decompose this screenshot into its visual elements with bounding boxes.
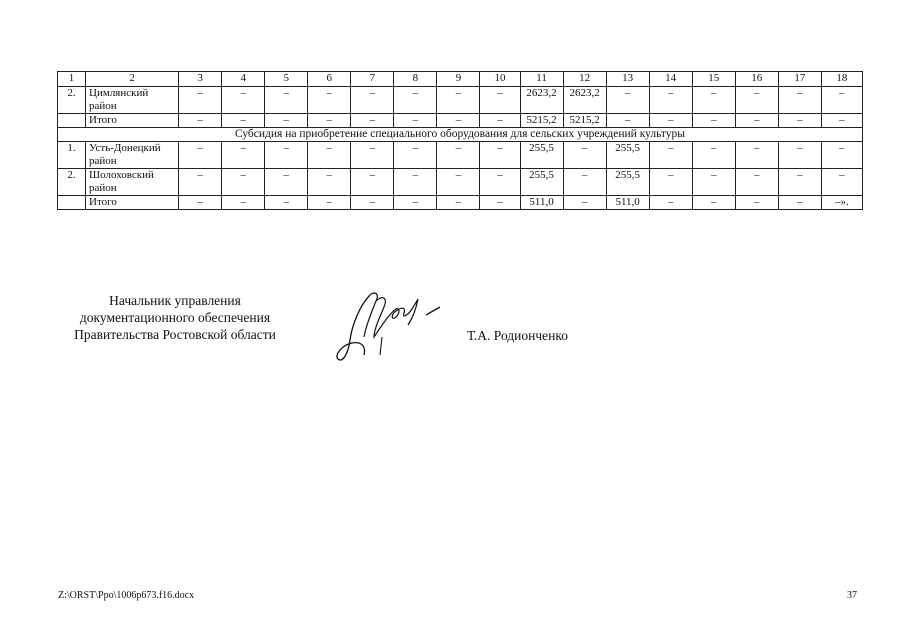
value-cell: – bbox=[649, 196, 692, 210]
header-cell: 14 bbox=[649, 72, 692, 87]
value-cell: – bbox=[437, 196, 480, 210]
value-cell: – bbox=[351, 142, 394, 169]
value-cell: – bbox=[778, 114, 821, 128]
value-cell: 2623,2 bbox=[520, 87, 563, 114]
value-cell: – bbox=[480, 196, 520, 210]
value-cell: – bbox=[649, 87, 692, 114]
value-cell: 255,5 bbox=[606, 142, 649, 169]
value-cell: – bbox=[179, 87, 222, 114]
table-body bbox=[58, 72, 863, 210]
row-name-cell: Шолоховский район bbox=[86, 169, 179, 196]
value-cell: 511,0 bbox=[606, 196, 649, 210]
value-cell: 255,5 bbox=[606, 169, 649, 196]
table-row bbox=[58, 87, 863, 114]
header-cell: 1 bbox=[58, 72, 86, 87]
value-cell: – bbox=[563, 169, 606, 196]
header-cell: 13 bbox=[606, 72, 649, 87]
row-number-cell bbox=[58, 114, 86, 128]
row-number-cell: 2. bbox=[58, 87, 86, 114]
header-cell: 10 bbox=[480, 72, 520, 87]
value-cell: – bbox=[265, 196, 308, 210]
value-cell: – bbox=[563, 196, 606, 210]
value-cell: 5215,2 bbox=[520, 114, 563, 128]
value-cell: – bbox=[437, 169, 480, 196]
value-cell: – bbox=[308, 87, 351, 114]
value-cell: – bbox=[480, 87, 520, 114]
position-line-2: документационного обеспечения bbox=[79, 310, 271, 325]
value-cell: – bbox=[437, 87, 480, 114]
subsidy-table bbox=[57, 71, 863, 210]
value-cell: – bbox=[778, 142, 821, 169]
row-number-cell: 2. bbox=[58, 169, 86, 196]
header-cell: 4 bbox=[222, 72, 265, 87]
value-cell: – bbox=[821, 114, 862, 128]
table-row bbox=[58, 169, 863, 196]
value-cell: – bbox=[437, 114, 480, 128]
value-cell: – bbox=[821, 169, 862, 196]
value-cell: – bbox=[480, 142, 520, 169]
header-cell: 6 bbox=[308, 72, 351, 87]
row-name-cell: Усть-Донецкий район bbox=[86, 142, 179, 169]
value-cell: – bbox=[692, 87, 735, 114]
value-cell: 5215,2 bbox=[563, 114, 606, 128]
value-cell: – bbox=[265, 169, 308, 196]
value-cell: – bbox=[308, 196, 351, 210]
table-row bbox=[58, 142, 863, 169]
value-cell: – bbox=[649, 142, 692, 169]
section-title: Субсидия на приобретение специального оборудования для сельских учреждений культуры bbox=[58, 128, 863, 142]
value-cell: – bbox=[735, 114, 778, 128]
value-cell: – bbox=[394, 142, 437, 169]
value-cell: – bbox=[265, 114, 308, 128]
value-cell: 255,5 bbox=[520, 142, 563, 169]
value-cell: – bbox=[308, 169, 351, 196]
row-number-cell: 1. bbox=[58, 142, 86, 169]
row-name-cell: Итого bbox=[86, 114, 179, 128]
value-cell: – bbox=[649, 169, 692, 196]
value-cell: – bbox=[778, 169, 821, 196]
value-cell: – bbox=[735, 196, 778, 210]
value-cell: – bbox=[222, 169, 265, 196]
table-header-row bbox=[58, 72, 863, 87]
page-number: 37 bbox=[847, 590, 857, 601]
value-cell: – bbox=[606, 87, 649, 114]
header-cell: 8 bbox=[394, 72, 437, 87]
file-path: Z:\ORST\Ppo\1006p673.f16.docx bbox=[58, 590, 195, 601]
position-line-1: Начальник управления bbox=[109, 293, 241, 308]
value-cell: – bbox=[735, 169, 778, 196]
value-cell: – bbox=[692, 169, 735, 196]
header-cell: 17 bbox=[778, 72, 821, 87]
value-cell: – bbox=[179, 114, 222, 128]
signer-name: Т.А. Родионченко bbox=[467, 328, 568, 343]
value-cell: – bbox=[351, 87, 394, 114]
value-cell: – bbox=[563, 142, 606, 169]
value-cell: – bbox=[265, 142, 308, 169]
value-cell: 255,5 bbox=[520, 169, 563, 196]
header-cell: 3 bbox=[179, 72, 222, 87]
value-cell: – bbox=[778, 196, 821, 210]
value-cell: 2623,2 bbox=[563, 87, 606, 114]
value-cell: – bbox=[179, 169, 222, 196]
value-cell: – bbox=[821, 87, 862, 114]
header-cell: 11 bbox=[520, 72, 563, 87]
value-cell: – bbox=[179, 142, 222, 169]
value-cell: – bbox=[821, 142, 862, 169]
value-cell: – bbox=[351, 196, 394, 210]
value-cell: – bbox=[480, 169, 520, 196]
section-title-row bbox=[58, 128, 863, 142]
value-cell: – bbox=[437, 142, 480, 169]
value-cell: – bbox=[394, 169, 437, 196]
value-cell: – bbox=[606, 114, 649, 128]
header-cell: 7 bbox=[351, 72, 394, 87]
header-cell: 5 bbox=[265, 72, 308, 87]
value-cell: – bbox=[308, 142, 351, 169]
value-cell: – bbox=[394, 196, 437, 210]
value-cell: – bbox=[692, 114, 735, 128]
value-cell: – bbox=[351, 114, 394, 128]
position-line-3: Правительства Ростовской области bbox=[74, 327, 276, 342]
row-name-cell: Итого bbox=[86, 196, 179, 210]
value-cell: – bbox=[222, 114, 265, 128]
value-cell: – bbox=[692, 142, 735, 169]
header-cell: 9 bbox=[437, 72, 480, 87]
value-cell: – bbox=[308, 114, 351, 128]
value-cell: – bbox=[222, 142, 265, 169]
value-cell: – bbox=[394, 114, 437, 128]
header-cell: 15 bbox=[692, 72, 735, 87]
value-cell: – bbox=[735, 87, 778, 114]
table-row bbox=[58, 114, 863, 128]
value-cell: –». bbox=[821, 196, 862, 210]
value-cell: – bbox=[480, 114, 520, 128]
value-cell: – bbox=[222, 196, 265, 210]
value-cell: – bbox=[649, 114, 692, 128]
value-cell: – bbox=[265, 87, 308, 114]
value-cell: – bbox=[222, 87, 265, 114]
header-cell: 2 bbox=[86, 72, 179, 87]
value-cell: – bbox=[778, 87, 821, 114]
value-cell: – bbox=[735, 142, 778, 169]
value-cell: – bbox=[692, 196, 735, 210]
header-cell: 12 bbox=[563, 72, 606, 87]
handwritten-signature bbox=[330, 285, 450, 375]
value-cell: 511,0 bbox=[520, 196, 563, 210]
value-cell: – bbox=[351, 169, 394, 196]
row-number-cell bbox=[58, 196, 86, 210]
value-cell: – bbox=[179, 196, 222, 210]
table-row bbox=[58, 196, 863, 210]
header-cell: 18 bbox=[821, 72, 862, 87]
value-cell: – bbox=[394, 87, 437, 114]
header-cell: 16 bbox=[735, 72, 778, 87]
signer-position bbox=[60, 292, 290, 343]
row-name-cell: Цимлянский район bbox=[86, 87, 179, 114]
